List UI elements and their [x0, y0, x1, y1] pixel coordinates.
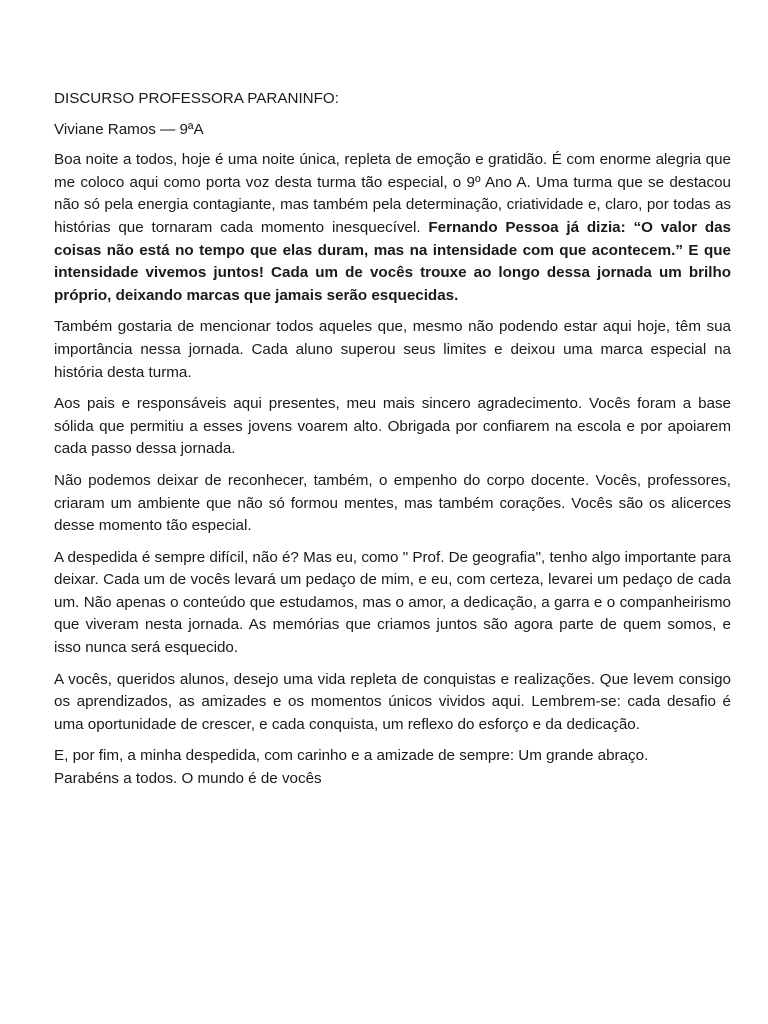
- author-line: Viviane Ramos — 9ªA: [54, 120, 204, 138]
- speech-title: DISCURSO PROFESSORA PARANINFO:: [54, 90, 339, 107]
- closing-line-2: Parabéns a todos. O mundo é de vocês: [54, 770, 322, 788]
- closing-line-1: E, por fim, a minha despedida, com carinho e a amizade de sempre: Um grande abraço.: [54, 747, 649, 765]
- paragraph-farewell: A despedida é sempre difícil, não é? Mas eu, como " Prof. De geografia", tenho algo importante para deixar. Cada um de vocês levará um pedaço de mim, e eu, com certeza, levarei um pedaço de cada um. Não apenas o conteúdo que estudamos, mas o amor, a dedicação, a garra e o companheirismo que viveram nesta jornada. As memórias que criamos juntos são agora parte de quem somos, e isso nunca será esquecido.: [54, 548, 731, 657]
- paragraph-teachers: Não podemos deixar de reconhecer, também, o empenho do corpo docente. Vocês, professores, criaram um ambiente que não só formou mentes, mas também corações. Vocês são os alicerces desse momento tão especial.: [54, 471, 731, 535]
- paragraph-mention: Também gostaria de mencionar todos aqueles que, mesmo não podendo estar aqui hoje, têm sua importância nessa jornada. Cada aluno superou seus limites e deixou uma marca especial na história desta turma.: [54, 318, 731, 381]
- paragraph-parents: Aos pais e responsáveis aqui presentes, meu mais sincero agradecimento. Vocês foram a base sólida que permitiu a esses jovens voarem alto. Obrigada por confiarem na escola e por apoiarem cada passo dessa jornada.: [54, 395, 731, 458]
- paragraph-opening: [54, 149, 731, 307]
- fernando-pessoa-quote: Fernando Pessoa já dizia: “O valor das coisas não está no tempo que elas duram, mas na intensidade com que acontecem.” E que intensidade vivemos juntos! Cada um de vocês trouxe ao longo dessa jornada um brilho próprio, deixando marcas que jamais serão esquecidas.: [54, 218, 731, 304]
- document-page: [54, 88, 731, 800]
- paragraph-wishes: A vocês, queridos alunos, desejo uma vida repleta de conquistas e realizações. Que levem consigo os aprendizados, as amizades e os momentos únicos vividos aqui. Lembrem-se: cada desafio é uma oportunidade de crescer, e cada conquista, um reflexo do esforço e da dedicação.: [54, 670, 731, 733]
- paragraph-opening-text: Boa noite a todos, hoje é uma noite única, repleta de emoção e gratidão. É com enorme alegria que me coloco aqui como porta voz desta turma tão especial, o 9º Ano A. Uma turma que se destacou não só pela energia contagiante, mas também pela determinação, criatividade e, claro, por todas as histórias que tornaram cada momento inesquecível.: [54, 151, 731, 236]
